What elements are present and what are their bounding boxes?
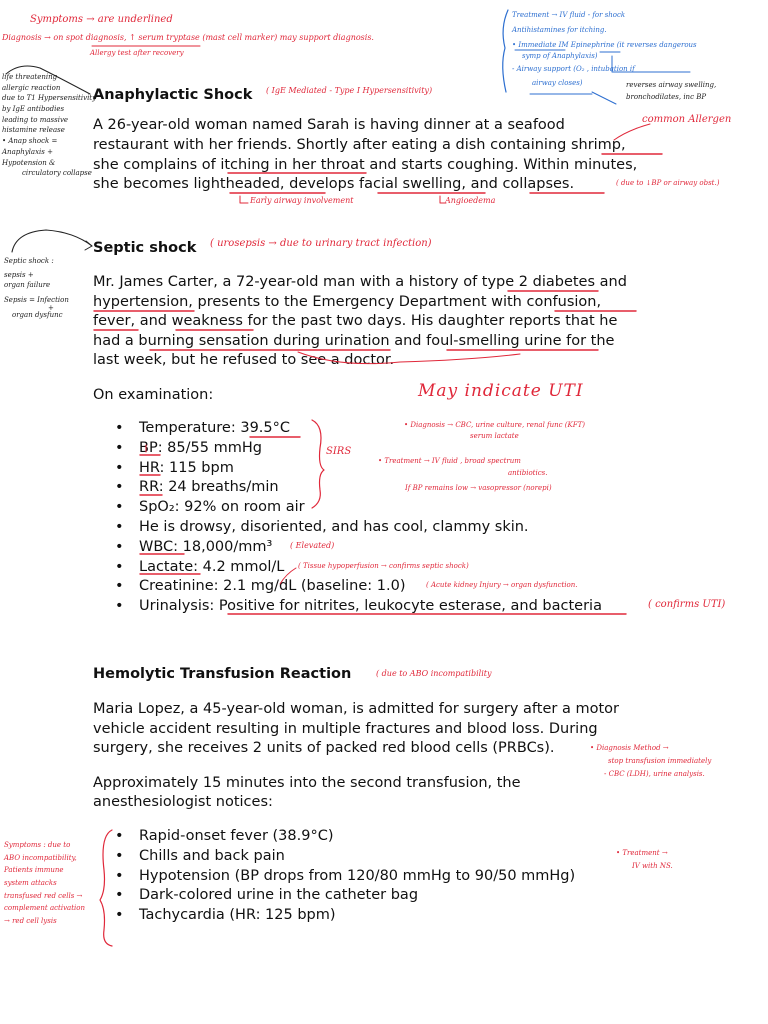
list-item: • Chills and back pain [115, 847, 575, 867]
diag-method-2: stop transfusion immediately [608, 757, 712, 765]
left-note-line: due to T1 Hypersensitivity [2, 94, 97, 103]
list-item: • HR: 115 bpm [115, 459, 602, 479]
left-note-line: Symptoms : due to [4, 841, 71, 849]
left-note-anaphylaxis [2, 74, 96, 178]
abo-note: ( due to ABO incompatibility [376, 669, 492, 678]
treatment-line: Antihistamines for itching. [512, 26, 607, 34]
list-item: • Rapid-onset fever (38.9°C) [115, 827, 575, 847]
anaphylactic-heading: Anaphylactic Shock [93, 87, 253, 103]
treatment-line: reverses airway swelling, [626, 81, 717, 89]
note-diagnosis: Diagnosis → on spot diagnosis, ↑ serum tryptase (mast cell marker) may support diagnosis. [2, 33, 374, 42]
sirs-note: SIRS [326, 446, 352, 457]
left-note-line: organ dysfunc [12, 311, 63, 320]
left-note-septic [4, 258, 69, 320]
list-item: • WBC: 18,000/mm³ [115, 538, 602, 558]
list-item: • Dark-colored urine in the catheter bag [115, 886, 575, 906]
note-allergy-test: Allergy test after recovery [90, 49, 184, 57]
transfusion-signs-list [115, 827, 575, 926]
left-note-line: system attacks [4, 879, 57, 888]
septic-line: Mr. James Carter, a 72-year-old man with a history of type 2 diabetes and [93, 274, 627, 290]
lactate-note: ( Tissue hypoperfusion → confirms septic shock) [298, 562, 469, 570]
list-item: • Temperature: 39.5°C [115, 419, 602, 439]
may-indicate-uti-note: May indicate UTI [418, 381, 584, 401]
treatment-line: bronchodilates, inc BP [626, 93, 707, 101]
hemolytic-heading: Hemolytic Transfusion Reaction [93, 666, 352, 682]
septic-line: hypertension, presents to the Emergency Department with confusion, [93, 294, 602, 310]
wbc-note: ( Elevated) [290, 541, 335, 550]
treat-ns-2: IV with NS. [632, 862, 673, 870]
left-note-line: allergic reaction [2, 83, 61, 92]
diag-method-3: - CBC (LDH), urine analysis. [604, 770, 705, 778]
left-note-line: sepsis + [4, 270, 34, 279]
list-item: • Hypotension (BP drops from 120/80 mmHg to 90/50 mmHg) [115, 867, 575, 887]
anaphylactic-line: A 26-year-old woman named Sarah is having dinner at a seafood [93, 117, 565, 133]
left-note-line: • Anap shock = [2, 137, 58, 146]
common-allergen-note: common Allergen [642, 114, 732, 125]
angioedema-note: Angioedema [445, 196, 496, 205]
diagnosis-note-1: • Diagnosis → CBC, urine culture, renal func (KFT) [404, 421, 586, 429]
left-note-line: Sepsis = Infection [4, 296, 69, 305]
list-item: • Creatinine: 2.1 mg/dL (baseline: 1.0) [115, 577, 602, 597]
left-note-line: organ failure [4, 281, 51, 290]
septic-line: had a burning sensation during urination and foul-smelling urine for the [93, 333, 615, 349]
left-note-line: histamine release [2, 126, 65, 135]
hemolytic-line: anesthesiologist notices: [93, 794, 273, 810]
anaphylactic-line: restaurant with her friends. Shortly after eating a dish containing shrimp, [93, 137, 626, 153]
vasopressor-note: If BP remains low → vasopressor (norepi) [405, 484, 552, 492]
left-note-line: Hypotension & [2, 158, 56, 167]
hemolytic-line: Approximately 15 minutes into the second transfusion, the [93, 775, 521, 791]
septic-heading: Septic shock [93, 240, 197, 256]
note-symptoms-underlined: Symptoms → are underlined [30, 14, 173, 25]
left-note-line: Anaphylaxis + [2, 147, 53, 156]
left-note-line: leading to massive [2, 115, 69, 124]
left-note-line: Septic shock : [4, 257, 54, 265]
ige-note: ( IgE Mediated - Type I Hypersensitivity) [266, 86, 433, 95]
septic-line: last week, but he refused to see a doctor. [93, 352, 395, 368]
treatment-note-2: antibiotics. [508, 469, 548, 477]
left-note-line: complement activation [4, 904, 86, 913]
early-airway-note: Early airway involvement [250, 196, 354, 205]
treatment-line: - Airway support (O₂ , intubation if [512, 65, 635, 73]
list-item: • Urinalysis: Positive for nitrites, leukocyte esterase, and bacteria [115, 597, 602, 617]
left-note-line: ABO incompatibility, [4, 853, 77, 862]
left-note-line: life threatening [2, 73, 58, 81]
left-note-hemolytic [4, 842, 85, 926]
left-note-line: circulatory collapse [22, 169, 92, 178]
urinalysis-note: ( confirms UTI) [648, 599, 726, 610]
left-note-line: Patients immune [4, 866, 64, 875]
treatment-note-1: • Treatment → IV fluid , broad spectrum [378, 457, 521, 465]
creatinine-note: ( Acute kidney Injury → organ dysfunction. [426, 581, 578, 589]
diagnosis-note-2: serum lactate [470, 432, 519, 440]
treatment-line: Treatment → IV fluid - for shock [512, 11, 626, 19]
anaphylactic-line: she complains of itching in her throat and starts coughing. Within minutes, [93, 157, 638, 173]
list-item: • BP: 85/55 mmHg [115, 439, 602, 459]
hemolytic-line: surgery, she receives 2 units of packed red blood cells (PRBCs). [93, 740, 555, 756]
septic-line: fever, and weakness for the past two days. His daughter reports that he [93, 313, 618, 329]
hemolytic-line: vehicle accident resulting in multiple fractures and blood loss. During [93, 721, 598, 737]
list-item: • RR: 24 breaths/min [115, 478, 602, 498]
anaphylactic-line: she becomes lightheaded, develops facial swelling, and collapses. [93, 176, 575, 192]
hemolytic-line: Maria Lopez, a 45-year-old woman, is admitted for surgery after a motor [93, 701, 619, 717]
collapse-note: ( due to ↓BP or airway obst.) [616, 179, 720, 187]
left-note-line: + [48, 303, 54, 312]
treatment-line: airway closes) [532, 79, 583, 87]
treatment-line: • Immediate IM Epinephrine (it reverses dangerous [512, 41, 697, 49]
list-item: • He is drowsy, disoriented, and has cool, clammy skin. [115, 518, 602, 538]
left-note-line: by IgE antibodies [2, 105, 65, 114]
diag-method-1: • Diagnosis Method → [590, 744, 669, 752]
exam-label: On examination: [93, 387, 214, 403]
list-item: • Tachycardia (HR: 125 bpm) [115, 906, 575, 926]
treat-ns-1: • Treatment → [616, 849, 668, 857]
left-note-line: transfused red cells → [4, 891, 83, 900]
list-item: • Lactate: 4.2 mmol/L [115, 558, 602, 578]
list-item: • SpO₂: 92% on room air [115, 498, 602, 518]
treatment-line: symp of Anaphylaxis) [522, 52, 598, 60]
left-note-line: → red cell lysis [4, 917, 57, 926]
urosepsis-note: ( urosepsis → due to urinary tract infection) [210, 238, 432, 249]
